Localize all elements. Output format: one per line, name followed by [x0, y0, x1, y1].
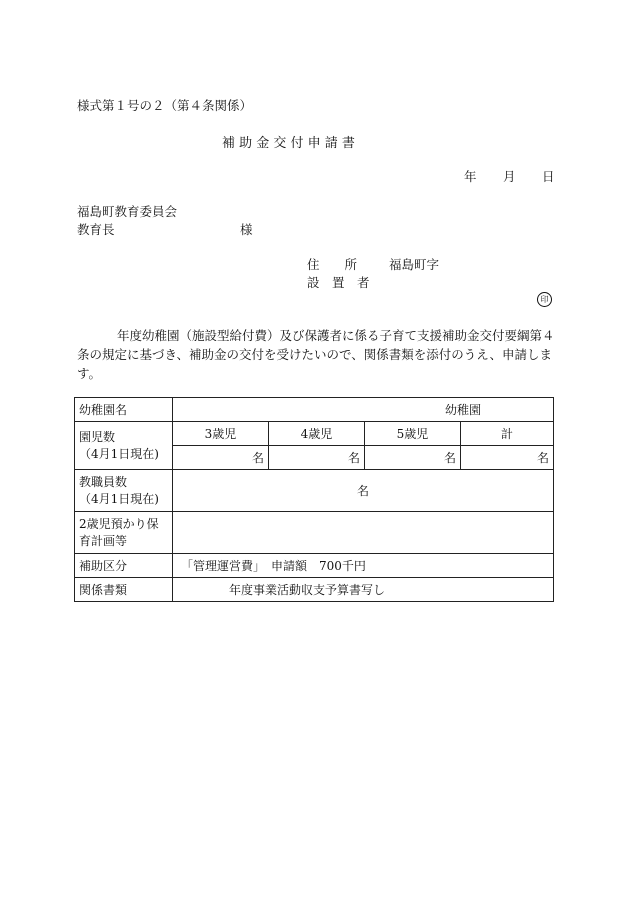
kindergarten-name-value [173, 398, 554, 422]
staff-count-unit: 名 [173, 470, 554, 512]
childcare-plan-label: 2歳児預かり保 育計画等 [75, 512, 173, 554]
unit-age4: 名 [269, 446, 365, 470]
recipient-honorific: 様 [240, 222, 253, 237]
date-month: 月 [503, 169, 516, 184]
recipient-position: 教育長 [77, 222, 115, 237]
kindergarten-name-label: 幼稚園名 [75, 398, 173, 422]
date-day: 日 [542, 169, 555, 184]
header-total: 計 [461, 422, 554, 446]
subsidy-category-label: 補助区分 [75, 554, 173, 578]
header-age5: 5歳児 [365, 422, 461, 446]
table-row [75, 470, 554, 512]
subsidy-category-value: 「管理運営費」 申請額 700千円 [173, 554, 554, 578]
table-row [75, 554, 554, 578]
address-label: 住 所 [307, 257, 358, 272]
related-docs-value: 年度事業活動収支予算書写し [173, 578, 554, 602]
address-value: 福島町字 [389, 257, 440, 272]
kindergarten-suffix: 幼稚園 [445, 403, 482, 417]
table-row [75, 578, 554, 602]
unit-age3: 名 [173, 446, 269, 470]
body-text: 年度幼稚園（施設型給付費）及び保護者に係る子育て支援補助金交付要綱第４条の規定に基づき、補助金の交付を受けたいので、関係書類を添付のうえ、申請します。 [77, 328, 555, 381]
related-docs-label: 関係書類 [75, 578, 173, 602]
header-age3: 3歳児 [173, 422, 269, 446]
childcare-plan-value [173, 512, 554, 554]
header-age4: 4歳児 [269, 422, 365, 446]
recipient-org: 福島町教育委員会 [77, 204, 178, 219]
date-year: 年 [464, 169, 477, 184]
table-row [75, 398, 554, 422]
body-paragraph [77, 326, 555, 383]
seal-mark: 印 [537, 292, 552, 307]
children-count-label: 園児数 （4月1日現在) [75, 422, 173, 470]
founder-label: 設 置 者 [307, 275, 370, 290]
form-number: 様式第１号の２（第４条関係） [77, 98, 253, 113]
staff-count-label: 教職員数 （4月1日現在) [75, 470, 173, 512]
table-row [75, 422, 554, 446]
document-title: 補 助 金 交 付 申 請 書 [222, 136, 355, 151]
unit-total: 名 [461, 446, 554, 470]
application-table [74, 397, 554, 602]
table-row [75, 512, 554, 554]
unit-age5: 名 [365, 446, 461, 470]
